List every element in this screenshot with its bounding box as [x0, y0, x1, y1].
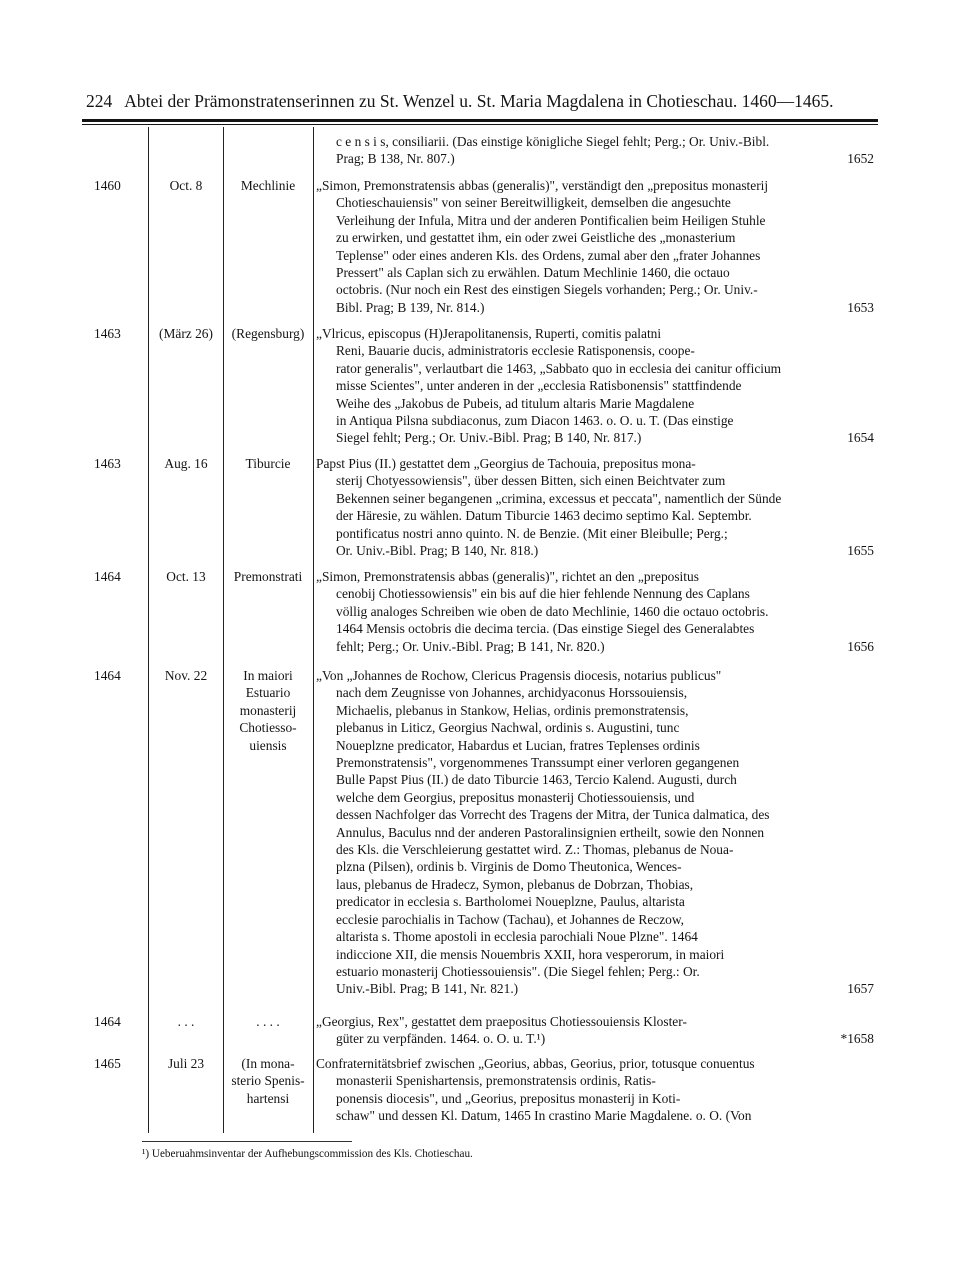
- regest-number: 1655: [847, 543, 874, 559]
- entry-place-line: Tiburcie: [245, 456, 291, 471]
- entry-text: [316, 1013, 876, 1048]
- entry-text-line: Annulus, Baculus nnd der anderen Pastoralinsignien ertheilt, sowie den Nonnen: [336, 824, 765, 840]
- footnote-rule: [142, 1141, 352, 1142]
- entry-text-line: des Kls. die Verschleierung gestattet wird. Z.: Thomas, plebanus de Noua-: [336, 842, 734, 858]
- entry-text-line: Papst Pius (II.) gestattet dem „Georgius de Tachouia, prepositus mona-: [316, 456, 696, 471]
- entry-date: Aug. 16: [164, 456, 208, 471]
- entry-text-line: Premonstratensis", vorgenommenes Transsumpt einer verloren gegangenen: [336, 755, 740, 771]
- entry-place-line: sterio Spenis-: [231, 1073, 305, 1089]
- entry-text-line: c e n s i s, consiliarii. (Das einstige königliche Siegel fehlt; Perg.; Or. Univ.-Bibl.: [336, 134, 770, 149]
- regest-number: 1657: [847, 981, 874, 997]
- entry-text-line: indiccione XII, die mensis Nouembris XXII, hora vesperorum, in maiori: [336, 946, 725, 962]
- entry-text-line: nach dem Zeugnisse von Johannes, archidyaconus Horssouiensis,: [336, 685, 688, 701]
- entry-text-line: in Antiqua Pilsna subdiaconus, zum Diacon 1463. o. O. u. T. (Das einstige: [336, 413, 734, 429]
- entry-text: [316, 133, 876, 168]
- entry-text-line: [316, 542, 876, 559]
- page-title: Abtei der Prämonstratenserinnen zu St. Wenzel u. St. Maria Magdalena in Chotieschau. 1460—1465.: [124, 91, 834, 111]
- entry-text-fragment: Bibl. Prag; B 139, Nr. 814.): [336, 299, 485, 315]
- entry-place-line: hartensi: [246, 1090, 290, 1106]
- entry-place-line: In maiori: [243, 668, 293, 683]
- entry-date: Juli 23: [167, 1056, 205, 1071]
- entry-place: [223, 177, 313, 194]
- entry-text-line: [316, 299, 876, 316]
- entry-place: [223, 455, 313, 472]
- entry-place-line: (In mona-: [241, 1056, 295, 1071]
- entry-year: 1463: [94, 456, 121, 471]
- entry-text-line: völlig analoges Schreiben wie oben de dato Mechlinie, 1460 die octauo octobris.: [336, 603, 769, 619]
- footnote: ¹) Ueberuahmsinventar der Aufhebungscommission des Kls. Chotieschau.: [142, 1148, 473, 1160]
- entry-place-line: Mechlinie: [240, 178, 296, 193]
- entry-text-line: Confraternitätsbrief zwischen „Georius, abbas, Georius, prior, totusque conuentus: [316, 1056, 755, 1071]
- entry-text-line: cenobij Chotiessowiensis" ein bis auf die hier fehlende Nennung des Caplans: [336, 586, 750, 602]
- regest-number: 1654: [847, 430, 874, 446]
- entry-text-line: monasterii Spenishartensis, premonstratensis ordinis, Ratis-: [336, 1073, 656, 1089]
- entry-text-line: pontificatus nostri anno quinto. N. de Benzie. (Mit einer Bleibulle; Perg.;: [336, 525, 728, 541]
- entry-date: (März 26): [159, 326, 213, 341]
- entry-place-line: uiensis: [249, 737, 287, 753]
- column-divider-year-date: [148, 127, 149, 1133]
- entry-text-line: „Simon, Premonstratensis abbas (generalis)", richtet an den „prepositus: [316, 569, 699, 584]
- entry-text-line: Michaelis, plebanus in Stankow, Helias, ordinis premonstratensis,: [336, 702, 689, 718]
- regest-number: 1652: [847, 151, 874, 167]
- regest-number: 1656: [847, 638, 874, 654]
- entry-text: [316, 325, 876, 447]
- entry-date: Oct. 8: [169, 178, 203, 193]
- header-rule-thin: [82, 124, 878, 125]
- entry-text-line: Chotieschauiensis" von seiner Bereitwilligkeit, demselben die angesuchte: [336, 195, 731, 211]
- entry-text-line: „Vlricus, episcopus (H)Jerapolitanensis, Ruperti, comitis palatni: [316, 326, 662, 341]
- entry-text-line: Weihe des „Jakobus de Pubeis, ad titulum altaris Marie Magdalene: [336, 395, 695, 411]
- entry-place-line: monasterij: [239, 702, 297, 718]
- entry-place: [223, 1013, 313, 1030]
- header-rule-thick: [82, 119, 878, 122]
- page-number: 224: [86, 91, 113, 111]
- entry-place-line: Chotiesso-: [239, 720, 297, 736]
- entry-text-line: estuario monasterij Chotiessouiensis". (Die Siegel fehlen; Perg.: Or.: [336, 963, 700, 979]
- regest-number: 1653: [847, 299, 874, 315]
- entry-place-line: . . . .: [256, 1014, 280, 1029]
- entry-text-line: Bekennen seiner begangenen „crimina, excessus et peccata", namentlich der Sünde: [336, 490, 782, 506]
- entry-date: Nov. 22: [164, 668, 208, 683]
- entry-year: 1460: [94, 178, 121, 193]
- entry-text: [316, 667, 876, 998]
- entry-text-line: zu erwirken, und gestattet ihm, ein oder zwei Geistliche des „monasterium: [336, 230, 736, 246]
- entry-text: [316, 568, 876, 655]
- entry-text-line: Teplense" oder eines anderen Kls. des Ordens, zumal aber den „frater Johannes: [336, 247, 761, 263]
- entry-place: [223, 667, 313, 754]
- entry-year: 1465: [94, 1056, 121, 1071]
- entry-text-line: „Georgius, Rex", gestattet dem praepositus Chotiessouiensis Kloster-: [316, 1014, 687, 1029]
- entry-text-line: [316, 980, 876, 997]
- entry-place: [223, 325, 313, 342]
- entry-place-line: Premonstrati: [233, 569, 303, 584]
- entry-text-line: „Von „Johannes de Rochow, Clericus Pragensis diocesis, notarius publicus": [316, 668, 722, 683]
- entry-text-line: ecclesie parochialis in Tachow (Tachau), et Johannes de Reczow,: [336, 911, 684, 927]
- entry-text-line: Pressert" als Caplan sich zu erwählen. Datum Mechlinie 1460, die octauo: [336, 265, 730, 281]
- entry-text-line: plebanus in Liticz, Georgius Nachwal, ordinis s. Augustini, tunc: [336, 720, 680, 736]
- entry-year: 1464: [94, 569, 121, 584]
- entry-text-line: [316, 638, 876, 655]
- entry-text-line: [316, 1030, 876, 1047]
- entry-text-line: Verleihung der Infula, Mitra und der anderen Pontificalien beim Heiligen Stuhle: [336, 212, 766, 228]
- entry-text-line: altarista s. Thome apostoli in ecclesia parochiali Noue Plzne". 1464: [336, 929, 698, 945]
- entry-text-line: octobris. (Nur noch ein Rest des einstigen Siegels vorhanden; Perg.; Or. Univ.-: [336, 282, 758, 298]
- entry-place-line: Estuario: [245, 685, 291, 701]
- entry-year: 1464: [94, 668, 121, 683]
- entry-place: [223, 568, 313, 585]
- entry-text-line: dessen Nachfolger das Vorrecht des Tragens der Mitra, der Tunica dalmatica, des: [336, 807, 770, 823]
- column-divider-place-text: [313, 127, 314, 1133]
- regest-number: *1658: [840, 1031, 874, 1047]
- entry-year: 1464: [94, 1014, 121, 1029]
- entry-text-fragment: güter zu verpfänden. 1464. o. O. u. T.¹): [336, 1031, 546, 1047]
- entry-place-line: (Regensburg): [231, 326, 305, 341]
- entry-text-line: Bulle Papst Pius (II.) de dato Tiburcie 1463, Tercio Kalend. Augusti, durch: [336, 772, 737, 788]
- entry-text: [316, 177, 876, 316]
- entry-year: 1463: [94, 326, 121, 341]
- entry-text-line: [316, 150, 876, 167]
- entry-text-fragment: fehlt; Perg.; Or. Univ.-Bibl. Prag; B 141, Nr. 820.): [336, 638, 605, 654]
- entry-text-line: Noueplzne predicator, Habardus et Lucian, fratres Teplenses ordinis: [336, 737, 700, 753]
- entry-text-line: laus, plebanus de Hradecz, Symon, plebanus de Dobrzan, Thobias,: [336, 876, 694, 892]
- entry-text-fragment: Prag; B 138, Nr. 807.): [336, 151, 455, 167]
- entry-text-line: rator generalis", verlautbart die 1463, „Sabbato quo in ecclesia dei canitur officium: [336, 360, 782, 376]
- entry-text-line: schaw" und dessen Kl. Datum, 1465 In crastino Marie Magdalene. o. O. (Von: [336, 1108, 752, 1124]
- entry-text-fragment: Univ.-Bibl. Prag; B 141, Nr. 821.): [336, 981, 519, 997]
- column-divider-date-place: [223, 127, 224, 1133]
- entry-date: Oct. 13: [166, 569, 206, 584]
- entry-text-line: ponensis diocesis", und „Georius, prepositus monasterij in Koti-: [336, 1090, 681, 1106]
- entry-text-line: Reni, Bauarie ducis, administratoris ecclesie Ratisponensis, coope-: [336, 343, 695, 359]
- entry-place: [223, 1055, 313, 1107]
- entry-text-line: [316, 429, 876, 446]
- entry-text-line: 1464 Mensis octobris die decima tercia. (Das einstige Siegel des Generalabtes: [336, 621, 755, 637]
- entry-text-line: welche dem Georgius, prepositus monasterij Chotiessouiensis, und: [336, 789, 695, 805]
- entry-date: . . .: [177, 1014, 195, 1029]
- entry-text: [316, 455, 876, 559]
- entry-text-line: sterij Chotyessowiensis", über dessen Bitten, sich einen Beichtvater zum: [336, 473, 726, 489]
- page-header: [86, 89, 886, 113]
- entry-text-line: plzna (Pilsen), ordinis b. Virginis de Domo Theutonica, Wences-: [336, 859, 682, 875]
- entry-text-line: „Simon, Premonstratensis abbas (generalis)", verständigt den „prepositus monasterij: [316, 178, 769, 193]
- entry-text-fragment: Siegel fehlt; Perg.; Or. Univ.-Bibl. Prag; B 140, Nr. 817.): [336, 430, 642, 446]
- entry-text-line: predicator in ecclesia s. Bartholomei Noueplzne, Paulus, altarista: [336, 894, 685, 910]
- entry-text: [316, 1055, 876, 1125]
- entry-text-line: der Häresie, zu wählen. Datum Tiburcie 1463 decimo septimo Kal. Septembr.: [336, 508, 752, 524]
- entry-text-line: misse Scientes", unter anderen in der „ecclesia Ratisbonensis" stattfindende: [336, 378, 742, 394]
- entry-text-fragment: Or. Univ.-Bibl. Prag; B 140, Nr. 818.): [336, 543, 539, 559]
